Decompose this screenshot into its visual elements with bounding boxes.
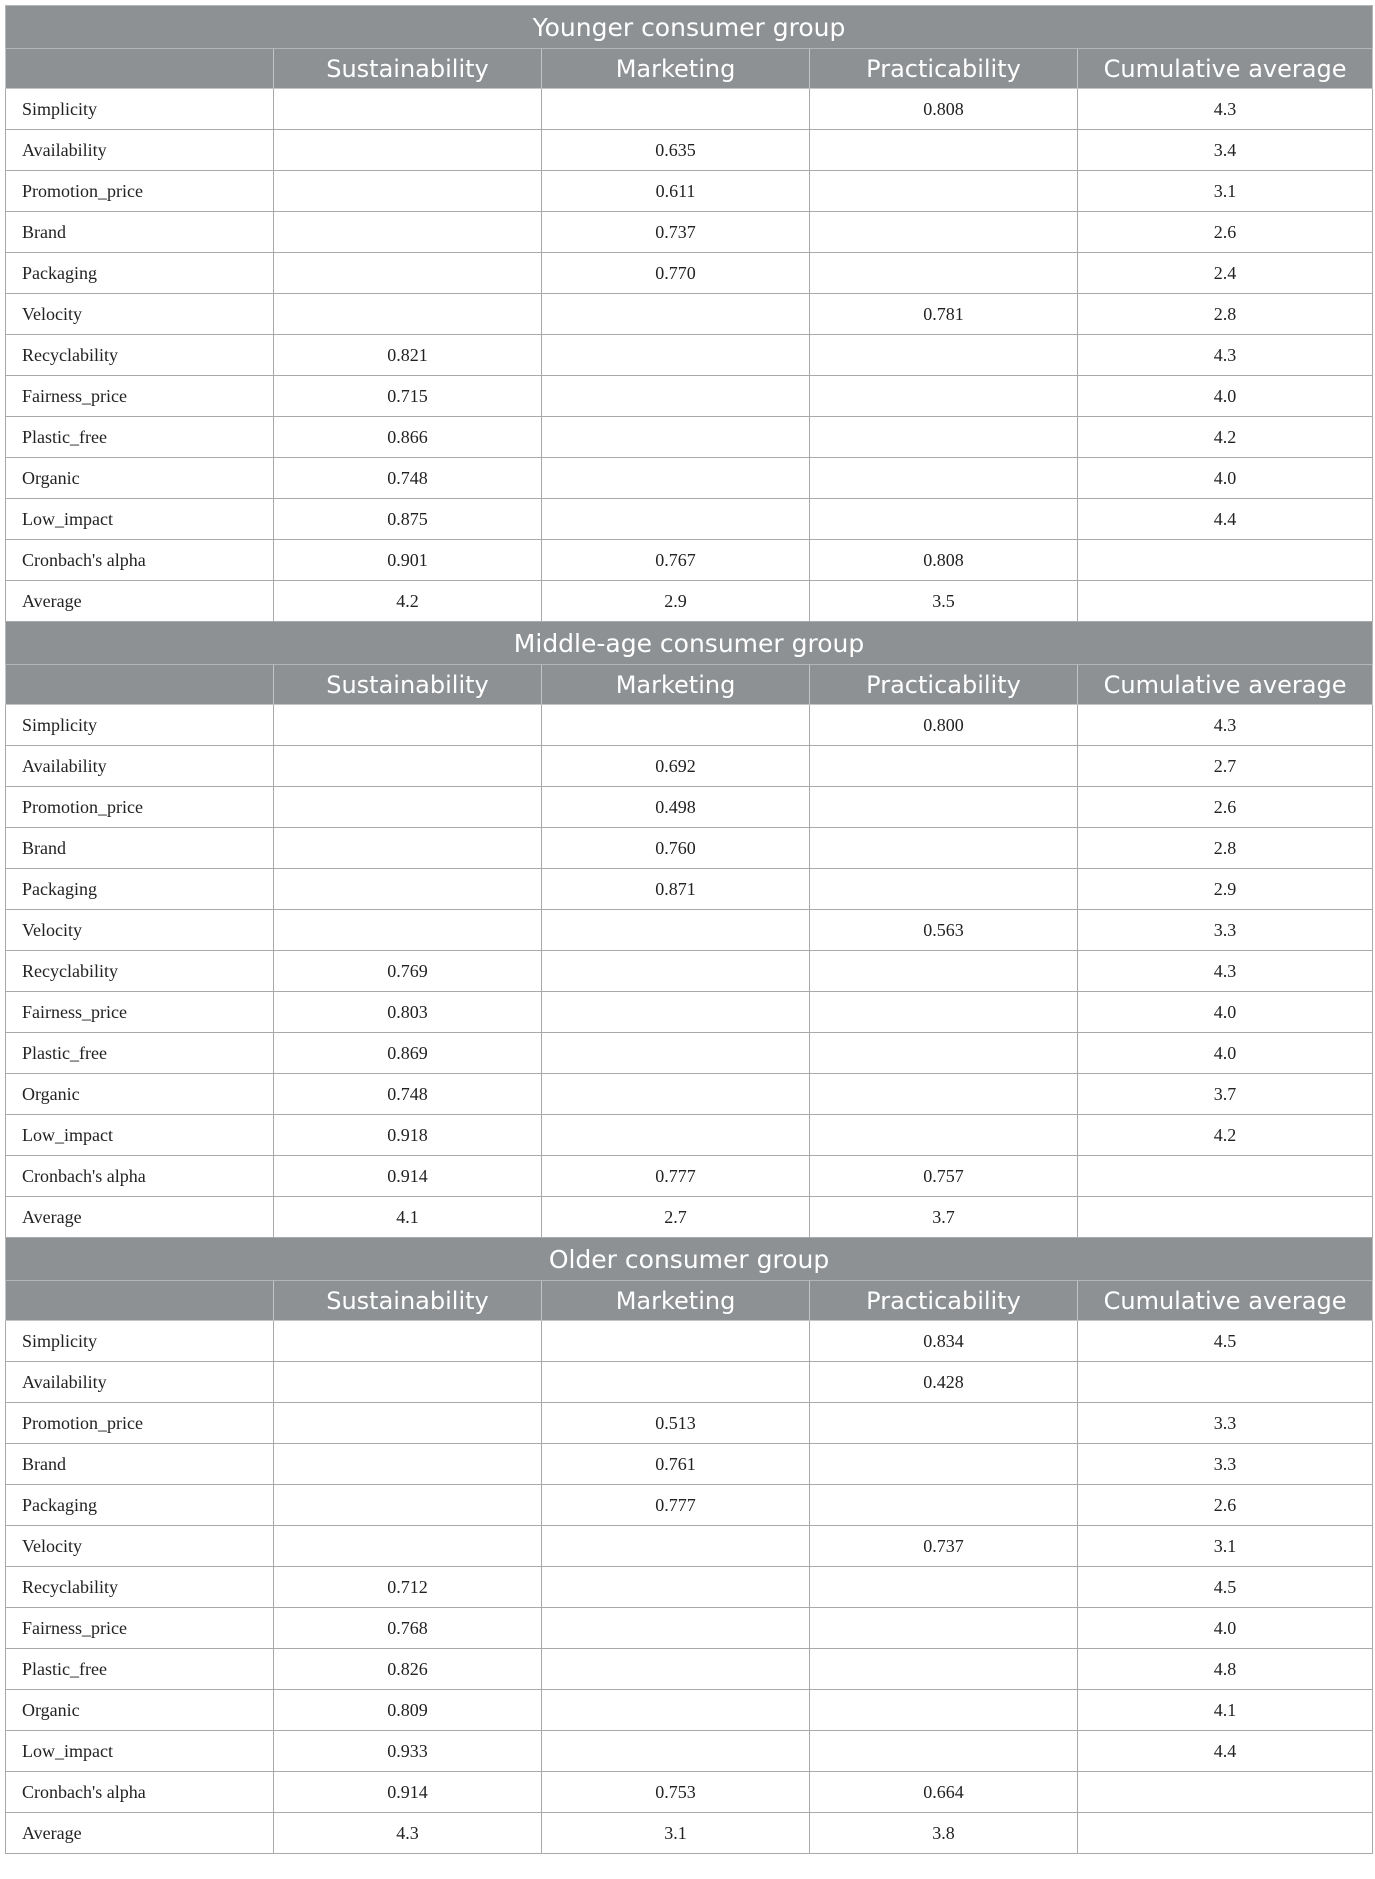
- table-row: [6, 1321, 1373, 1362]
- cell-sustainability: 0.918: [274, 1115, 542, 1156]
- cell-cumulative: 3.3: [1078, 1403, 1373, 1444]
- cell-sustainability: [274, 294, 542, 335]
- cell-practicability: [810, 1444, 1078, 1485]
- row-label: Plastic_free: [6, 417, 274, 458]
- cell-marketing: [542, 376, 810, 417]
- column-header-row: [6, 1281, 1373, 1321]
- cell-cumulative: [1078, 581, 1373, 622]
- row-label: Simplicity: [6, 705, 274, 746]
- cell-practicability: [810, 130, 1078, 171]
- cell-marketing: [542, 294, 810, 335]
- cell-sustainability: 0.914: [274, 1772, 542, 1813]
- table-row: [6, 212, 1373, 253]
- table-row: [6, 1608, 1373, 1649]
- row-label: Low_impact: [6, 499, 274, 540]
- cell-practicability: [810, 1115, 1078, 1156]
- cell-cumulative: 3.1: [1078, 171, 1373, 212]
- cell-marketing: [542, 1608, 810, 1649]
- cell-practicability: [810, 828, 1078, 869]
- group-title-row: [6, 1238, 1373, 1281]
- cell-practicability: 0.781: [810, 294, 1078, 335]
- table-row: [6, 1649, 1373, 1690]
- row-label: Organic: [6, 1074, 274, 1115]
- cell-practicability: [810, 1649, 1078, 1690]
- cell-cumulative: 2.6: [1078, 787, 1373, 828]
- cell-practicability: [810, 746, 1078, 787]
- cell-marketing: [542, 1074, 810, 1115]
- row-label: Fairness_price: [6, 1608, 274, 1649]
- cell-cumulative: 4.0: [1078, 458, 1373, 499]
- cell-practicability: 3.5: [810, 581, 1078, 622]
- table-row: [6, 1362, 1373, 1403]
- table-row: [6, 1690, 1373, 1731]
- cell-cumulative: [1078, 1772, 1373, 1813]
- table-row: [6, 1074, 1373, 1115]
- cell-cumulative: [1078, 1362, 1373, 1403]
- column-header-practicability: Practicability: [810, 49, 1078, 89]
- cell-sustainability: [274, 705, 542, 746]
- row-label: Simplicity: [6, 1321, 274, 1362]
- cell-sustainability: [274, 130, 542, 171]
- column-header-blank: [6, 49, 274, 89]
- cell-cumulative: 4.1: [1078, 1690, 1373, 1731]
- row-label: Velocity: [6, 294, 274, 335]
- cell-marketing: 0.635: [542, 130, 810, 171]
- row-label: Plastic_free: [6, 1033, 274, 1074]
- row-label: Availability: [6, 1362, 274, 1403]
- cell-sustainability: 0.901: [274, 540, 542, 581]
- row-label: Promotion_price: [6, 787, 274, 828]
- cell-sustainability: [274, 1362, 542, 1403]
- table-row: [6, 1444, 1373, 1485]
- cell-cumulative: [1078, 540, 1373, 581]
- row-label: Promotion_price: [6, 1403, 274, 1444]
- column-header-sustainability: Sustainability: [274, 49, 542, 89]
- table-row: [6, 294, 1373, 335]
- cell-sustainability: [274, 1403, 542, 1444]
- cell-marketing: [542, 1362, 810, 1403]
- row-label: Packaging: [6, 869, 274, 910]
- cell-sustainability: 0.768: [274, 1608, 542, 1649]
- cell-practicability: 3.7: [810, 1197, 1078, 1238]
- cell-practicability: 0.800: [810, 705, 1078, 746]
- cell-marketing: 0.767: [542, 540, 810, 581]
- row-label: Low_impact: [6, 1115, 274, 1156]
- cell-sustainability: 0.826: [274, 1649, 542, 1690]
- cell-cumulative: 4.4: [1078, 499, 1373, 540]
- cell-marketing: [542, 1526, 810, 1567]
- cell-practicability: 0.664: [810, 1772, 1078, 1813]
- cell-practicability: [810, 376, 1078, 417]
- cell-cumulative: 4.5: [1078, 1567, 1373, 1608]
- cell-cumulative: 2.8: [1078, 828, 1373, 869]
- cell-cumulative: 4.0: [1078, 992, 1373, 1033]
- cell-marketing: [542, 1567, 810, 1608]
- cell-cumulative: [1078, 1813, 1373, 1854]
- cell-practicability: [810, 253, 1078, 294]
- cell-sustainability: [274, 1321, 542, 1362]
- cell-cumulative: 3.1: [1078, 1526, 1373, 1567]
- table-row: [6, 540, 1373, 581]
- cell-practicability: [810, 1403, 1078, 1444]
- cell-practicability: 0.737: [810, 1526, 1078, 1567]
- table-row: [6, 376, 1373, 417]
- table-container: [5, 5, 1372, 1854]
- row-label: Availability: [6, 130, 274, 171]
- column-header-cumulative-average: Cumulative average: [1078, 665, 1373, 705]
- table-row: [6, 458, 1373, 499]
- cell-cumulative: 4.3: [1078, 705, 1373, 746]
- cell-marketing: [542, 992, 810, 1033]
- group-title: Middle-age consumer group: [6, 622, 1373, 665]
- cell-marketing: [542, 1115, 810, 1156]
- cell-marketing: 0.770: [542, 253, 810, 294]
- cell-cumulative: [1078, 1156, 1373, 1197]
- cell-practicability: 0.428: [810, 1362, 1078, 1403]
- cell-sustainability: [274, 787, 542, 828]
- cell-sustainability: 4.2: [274, 581, 542, 622]
- cell-sustainability: 0.875: [274, 499, 542, 540]
- cell-cumulative: 2.4: [1078, 253, 1373, 294]
- column-header-blank: [6, 1281, 274, 1321]
- cell-sustainability: [274, 89, 542, 130]
- cell-practicability: [810, 1690, 1078, 1731]
- cell-marketing: [542, 1033, 810, 1074]
- table-row: [6, 130, 1373, 171]
- cell-sustainability: 4.3: [274, 1813, 542, 1854]
- table-row: [6, 417, 1373, 458]
- table-row: [6, 828, 1373, 869]
- cell-practicability: 0.808: [810, 89, 1078, 130]
- row-label: Packaging: [6, 253, 274, 294]
- table-row: [6, 1731, 1373, 1772]
- row-label: Recyclability: [6, 1567, 274, 1608]
- cell-practicability: [810, 1485, 1078, 1526]
- cell-marketing: 0.761: [542, 1444, 810, 1485]
- column-header-sustainability: Sustainability: [274, 665, 542, 705]
- table-row: [6, 787, 1373, 828]
- cell-practicability: [810, 992, 1078, 1033]
- column-header-marketing: Marketing: [542, 665, 810, 705]
- cell-sustainability: [274, 171, 542, 212]
- cell-practicability: [810, 1608, 1078, 1649]
- cell-practicability: [810, 869, 1078, 910]
- cell-sustainability: [274, 1485, 542, 1526]
- table-row: [6, 869, 1373, 910]
- cell-sustainability: [274, 253, 542, 294]
- cell-sustainability: [274, 869, 542, 910]
- cell-cumulative: 4.2: [1078, 1115, 1373, 1156]
- row-label: Plastic_free: [6, 1649, 274, 1690]
- row-label: Velocity: [6, 910, 274, 951]
- cell-marketing: [542, 458, 810, 499]
- cell-marketing: [542, 417, 810, 458]
- table-row: [6, 1197, 1373, 1238]
- table-row: [6, 171, 1373, 212]
- table-row: [6, 581, 1373, 622]
- column-header-row: [6, 665, 1373, 705]
- row-label: Promotion_price: [6, 171, 274, 212]
- cell-cumulative: 3.4: [1078, 130, 1373, 171]
- cell-sustainability: 0.769: [274, 951, 542, 992]
- cell-marketing: [542, 1649, 810, 1690]
- cell-cumulative: 4.3: [1078, 951, 1373, 992]
- table-row: [6, 1567, 1373, 1608]
- table-row: [6, 746, 1373, 787]
- column-header-cumulative-average: Cumulative average: [1078, 1281, 1373, 1321]
- cell-sustainability: 0.809: [274, 1690, 542, 1731]
- cell-marketing: [542, 705, 810, 746]
- group-title: Younger consumer group: [6, 6, 1373, 49]
- cell-sustainability: 0.803: [274, 992, 542, 1033]
- cell-cumulative: 2.9: [1078, 869, 1373, 910]
- column-header-row: [6, 49, 1373, 89]
- cell-sustainability: 0.748: [274, 1074, 542, 1115]
- cell-practicability: [810, 787, 1078, 828]
- row-label: Cronbach's alpha: [6, 540, 274, 581]
- table-row: [6, 992, 1373, 1033]
- table-row: [6, 1156, 1373, 1197]
- cell-sustainability: [274, 1526, 542, 1567]
- table-row: [6, 1813, 1373, 1854]
- cell-marketing: 0.777: [542, 1156, 810, 1197]
- cell-cumulative: [1078, 1197, 1373, 1238]
- cell-practicability: 0.834: [810, 1321, 1078, 1362]
- cell-marketing: 3.1: [542, 1813, 810, 1854]
- table-row: [6, 951, 1373, 992]
- cell-marketing: [542, 951, 810, 992]
- cell-marketing: [542, 499, 810, 540]
- cell-marketing: [542, 910, 810, 951]
- row-label: Simplicity: [6, 89, 274, 130]
- table-row: [6, 499, 1373, 540]
- table-row: [6, 1485, 1373, 1526]
- cell-marketing: [542, 335, 810, 376]
- cell-cumulative: 4.0: [1078, 1033, 1373, 1074]
- cell-practicability: [810, 499, 1078, 540]
- cell-cumulative: 3.7: [1078, 1074, 1373, 1115]
- factor-loadings-table: [5, 5, 1373, 1854]
- cell-sustainability: [274, 828, 542, 869]
- table-row: [6, 1403, 1373, 1444]
- cell-sustainability: 4.1: [274, 1197, 542, 1238]
- cell-sustainability: 0.914: [274, 1156, 542, 1197]
- cell-marketing: 0.737: [542, 212, 810, 253]
- cell-marketing: 0.753: [542, 1772, 810, 1813]
- row-label: Brand: [6, 1444, 274, 1485]
- cell-sustainability: 0.933: [274, 1731, 542, 1772]
- row-label: Low_impact: [6, 1731, 274, 1772]
- cell-cumulative: 2.6: [1078, 212, 1373, 253]
- cell-sustainability: [274, 910, 542, 951]
- cell-practicability: [810, 417, 1078, 458]
- row-label: Brand: [6, 212, 274, 253]
- column-header-blank: [6, 665, 274, 705]
- group-title-row: [6, 6, 1373, 49]
- cell-practicability: [810, 1567, 1078, 1608]
- cell-cumulative: 2.7: [1078, 746, 1373, 787]
- cell-sustainability: 0.712: [274, 1567, 542, 1608]
- cell-cumulative: 4.2: [1078, 417, 1373, 458]
- cell-sustainability: 0.748: [274, 458, 542, 499]
- table-row: [6, 910, 1373, 951]
- cell-cumulative: 4.3: [1078, 335, 1373, 376]
- row-label: Organic: [6, 458, 274, 499]
- cell-marketing: 0.760: [542, 828, 810, 869]
- table-body: [6, 6, 1373, 1854]
- column-header-cumulative-average: Cumulative average: [1078, 49, 1373, 89]
- cell-cumulative: 3.3: [1078, 910, 1373, 951]
- cell-cumulative: 4.0: [1078, 1608, 1373, 1649]
- row-label: Availability: [6, 746, 274, 787]
- cell-marketing: 0.611: [542, 171, 810, 212]
- cell-marketing: [542, 89, 810, 130]
- cell-marketing: 0.513: [542, 1403, 810, 1444]
- cell-practicability: [810, 1074, 1078, 1115]
- cell-practicability: 3.8: [810, 1813, 1078, 1854]
- cell-cumulative: 4.5: [1078, 1321, 1373, 1362]
- cell-marketing: 2.7: [542, 1197, 810, 1238]
- cell-sustainability: 0.821: [274, 335, 542, 376]
- cell-marketing: 0.777: [542, 1485, 810, 1526]
- cell-practicability: [810, 1033, 1078, 1074]
- cell-practicability: 0.808: [810, 540, 1078, 581]
- cell-cumulative: 4.4: [1078, 1731, 1373, 1772]
- cell-practicability: [810, 335, 1078, 376]
- row-label: Average: [6, 581, 274, 622]
- row-label: Fairness_price: [6, 992, 274, 1033]
- row-label: Velocity: [6, 1526, 274, 1567]
- cell-marketing: 0.871: [542, 869, 810, 910]
- cell-marketing: [542, 1690, 810, 1731]
- table-row: [6, 89, 1373, 130]
- cell-marketing: [542, 1731, 810, 1772]
- cell-sustainability: [274, 1444, 542, 1485]
- cell-cumulative: 4.3: [1078, 89, 1373, 130]
- cell-practicability: [810, 951, 1078, 992]
- cell-marketing: 0.498: [542, 787, 810, 828]
- table-row: [6, 705, 1373, 746]
- table-row: [6, 335, 1373, 376]
- row-label: Brand: [6, 828, 274, 869]
- row-label: Recyclability: [6, 951, 274, 992]
- cell-sustainability: 0.715: [274, 376, 542, 417]
- cell-cumulative: 2.8: [1078, 294, 1373, 335]
- cell-practicability: [810, 458, 1078, 499]
- column-header-marketing: Marketing: [542, 1281, 810, 1321]
- table-row: [6, 1115, 1373, 1156]
- cell-sustainability: 0.866: [274, 417, 542, 458]
- cell-practicability: 0.563: [810, 910, 1078, 951]
- row-label: Cronbach's alpha: [6, 1772, 274, 1813]
- group-title-row: [6, 622, 1373, 665]
- row-label: Average: [6, 1197, 274, 1238]
- row-label: Organic: [6, 1690, 274, 1731]
- cell-cumulative: 3.3: [1078, 1444, 1373, 1485]
- cell-cumulative: 2.6: [1078, 1485, 1373, 1526]
- column-header-practicability: Practicability: [810, 665, 1078, 705]
- row-label: Fairness_price: [6, 376, 274, 417]
- group-title: Older consumer group: [6, 1238, 1373, 1281]
- cell-practicability: [810, 171, 1078, 212]
- row-label: Packaging: [6, 1485, 274, 1526]
- cell-marketing: 2.9: [542, 581, 810, 622]
- column-header-practicability: Practicability: [810, 1281, 1078, 1321]
- cell-practicability: [810, 212, 1078, 253]
- table-row: [6, 1526, 1373, 1567]
- row-label: Cronbach's alpha: [6, 1156, 274, 1197]
- cell-sustainability: 0.869: [274, 1033, 542, 1074]
- row-label: Recyclability: [6, 335, 274, 376]
- row-label: Average: [6, 1813, 274, 1854]
- column-header-marketing: Marketing: [542, 49, 810, 89]
- cell-cumulative: 4.8: [1078, 1649, 1373, 1690]
- cell-cumulative: 4.0: [1078, 376, 1373, 417]
- cell-sustainability: [274, 212, 542, 253]
- table-row: [6, 1033, 1373, 1074]
- table-row: [6, 1772, 1373, 1813]
- cell-marketing: [542, 1321, 810, 1362]
- cell-sustainability: [274, 746, 542, 787]
- cell-marketing: 0.692: [542, 746, 810, 787]
- cell-practicability: 0.757: [810, 1156, 1078, 1197]
- table-row: [6, 253, 1373, 294]
- column-header-sustainability: Sustainability: [274, 1281, 542, 1321]
- cell-practicability: [810, 1731, 1078, 1772]
